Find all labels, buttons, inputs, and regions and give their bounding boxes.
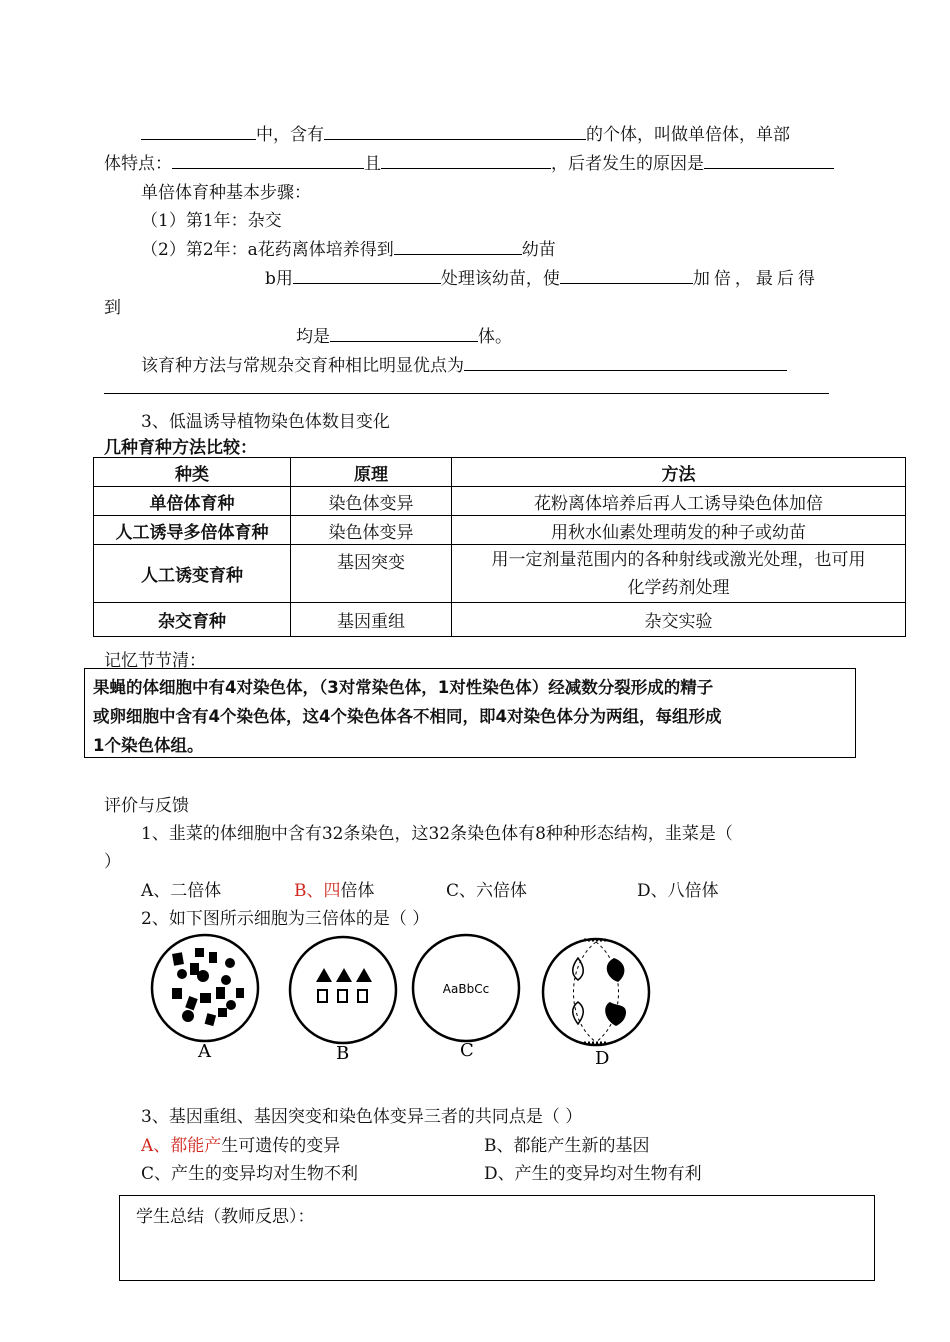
label-b: B xyxy=(336,1043,350,1064)
cell-diagrams xyxy=(140,930,680,1070)
blank-full-line[interactable] xyxy=(104,375,829,394)
line-dao: 到 xyxy=(104,298,121,318)
header-principle: 原理 xyxy=(291,458,452,487)
q1-option-d[interactable]: D、八倍体 xyxy=(637,881,719,901)
advantage-line: 该育种方法与常规杂交育种相比明显优点为 xyxy=(141,351,787,376)
table-row: 人工诱变育种 基因突变 用一定剂量范围内的各种射线或激光处理，也可用 化学药剂处理 xyxy=(94,545,906,603)
memory-title: 记忆节节清： xyxy=(104,651,206,671)
q3-option-b[interactable]: B、都能产生新的基因 xyxy=(484,1136,650,1156)
question-1-end: ） xyxy=(104,852,121,872)
header-method: 方法 xyxy=(452,458,906,487)
blank[interactable] xyxy=(324,121,586,140)
steps-title: 单倍体育种基本步骤： xyxy=(141,183,311,203)
feedback-title: 评价与反馈 xyxy=(104,796,189,816)
blank[interactable] xyxy=(330,323,478,342)
haploid-line-2: 体特点： 且 ，后者发生的原因是 xyxy=(104,149,834,174)
header-kind: 种类 xyxy=(94,458,291,487)
compare-title: 几种育种方法比较： xyxy=(104,438,257,458)
memory-box: 果蝇的体细胞中有4对染色体，（3对常染色体，1对性染色体）经减数分裂形成的精子 或卵细胞中含有4个染色体，这4个染色体各不相同，即4对染色体分为两组，每组形成 1个染色体组。 xyxy=(84,668,856,758)
q3-option-a[interactable]: A、都能产生可遗传的变异 xyxy=(141,1136,341,1156)
q1-option-b[interactable]: B、四倍体 xyxy=(294,881,375,901)
blank[interactable] xyxy=(464,352,787,371)
question-1: 1、韭菜的体细胞中含有32条染色，这32条染色体有8种种形态结构，韭菜是（ xyxy=(141,824,733,844)
summary-box[interactable] xyxy=(119,1195,875,1281)
q1-option-a[interactable]: A、二倍体 xyxy=(141,881,222,901)
cell-b[interactable] xyxy=(290,937,396,1043)
step-2a: （2）第2年：a花药离体培养得到 幼苗 xyxy=(141,235,556,260)
label-a: A xyxy=(198,1041,211,1062)
blank[interactable] xyxy=(394,236,522,255)
blank[interactable] xyxy=(560,265,693,284)
cell-c[interactable] xyxy=(413,935,519,1041)
table-header-row xyxy=(94,458,906,487)
label-d: D xyxy=(595,1048,610,1069)
cell-c-genotype: AaBbCc xyxy=(442,982,490,996)
compare-table xyxy=(93,457,906,637)
question-2: 2、如下图所示细胞为三倍体的是（ ） xyxy=(141,909,430,929)
haploid-line-1: 中，含有 的个体，叫做单倍体，单部 xyxy=(141,120,790,145)
blank[interactable] xyxy=(172,150,364,169)
summary-label: 学生总结（教师反思）： xyxy=(136,1207,315,1227)
table-row: 单倍体育种 染色体变异 花粉离体培养后再人工诱导染色体加倍 xyxy=(94,487,906,516)
blank[interactable] xyxy=(704,150,834,169)
q1-option-c[interactable]: C、六倍体 xyxy=(446,881,528,901)
section-3-title: 3、低温诱导植物染色体数目变化 xyxy=(141,412,390,432)
step-2b: b用 处理该幼苗，使 加倍，最后得 xyxy=(265,264,819,289)
blank[interactable] xyxy=(381,150,551,169)
table-row: 人工诱导多倍体育种 染色体变异 用秋水仙素处理萌发的种子或幼苗 xyxy=(94,516,906,545)
table-row: 杂交育种 基因重组 杂交实验 xyxy=(94,603,906,637)
cell-d[interactable] xyxy=(543,939,649,1045)
blank[interactable] xyxy=(141,121,256,140)
label-c: C xyxy=(460,1040,474,1061)
q3-option-c[interactable]: C、产生的变异均对生物不利 xyxy=(141,1164,359,1184)
blank[interactable] xyxy=(293,265,441,284)
q3-option-d[interactable]: D、产生的变异均对生物有利 xyxy=(484,1164,702,1184)
line-jun: 均是 体。 xyxy=(296,322,512,347)
cell-a[interactable] xyxy=(152,935,258,1041)
step-1: （1）第1年：杂交 xyxy=(141,211,282,231)
question-3: 3、基因重组、基因突变和染色体变异三者的共同点是（ ） xyxy=(141,1107,583,1127)
